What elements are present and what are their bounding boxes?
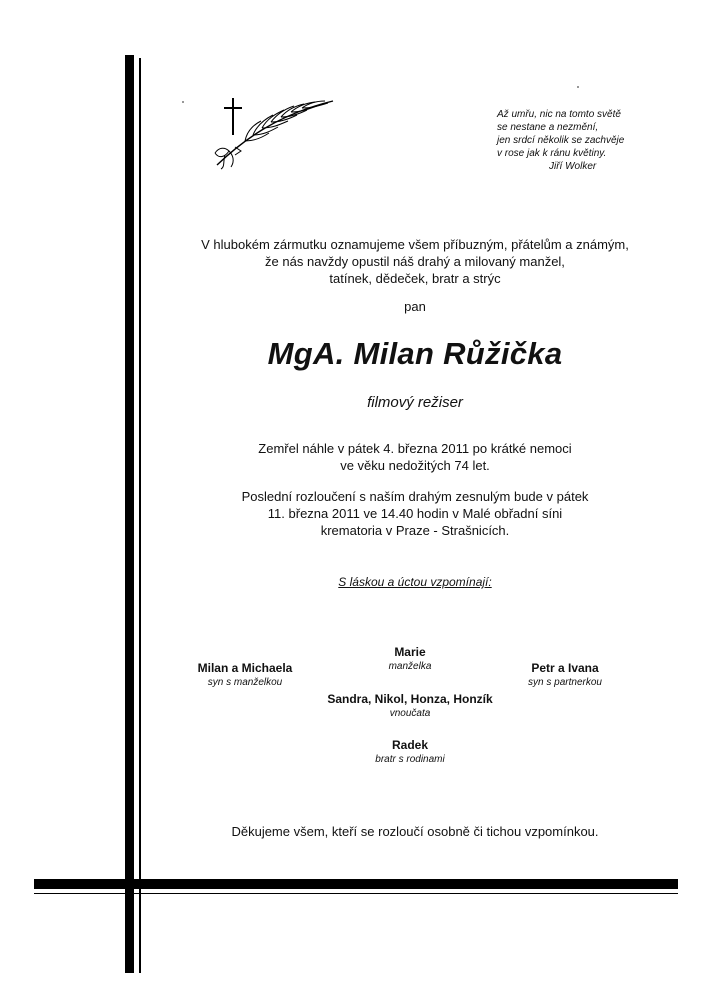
mourner-radek	[310, 737, 510, 767]
thanks-text: Děkujeme všem, kteří se rozloučí osobně či tichou vzpomínkou.	[231, 824, 599, 839]
mourner-relation: syn s manželkou	[207, 677, 283, 688]
poem-line: v rose jak k ránu květiny.	[497, 148, 607, 159]
poem-quote	[497, 108, 697, 173]
mourner-relation: vnoučata	[389, 708, 431, 719]
mourner-name: Marie	[394, 645, 426, 659]
scan-speck	[182, 101, 184, 103]
mourner-grandchildren	[290, 691, 530, 721]
death-details-line: Zemřel náhle v pátek 4. března 2011 po krátké nemoci	[258, 441, 572, 456]
mourner-name: Sandra, Nikol, Honza, Honzík	[327, 692, 493, 706]
mourner-petr-ivana	[510, 660, 620, 690]
poem-line: se nestane a nezmění,	[497, 122, 599, 133]
mourner-name: Radek	[391, 738, 429, 752]
funeral-details-line: krematoria v Praze - Strašnicích.	[320, 523, 510, 538]
poem-author: Jiří Wolker	[549, 161, 597, 172]
mourner-relation: manželka	[388, 661, 432, 672]
deceased-name: MgA. Milan Růžička	[267, 336, 563, 371]
cross-with-palm-branch-icon	[205, 95, 340, 175]
poem-line: jen srdcí několik se zachvěje	[497, 135, 625, 146]
mourner-marie	[310, 644, 510, 674]
remembrance-heading: S láskou a úctou vzpomínají:	[338, 575, 492, 589]
deceased-profession: filmový režiser	[367, 394, 463, 411]
funeral-details-line: 11. března 2011 ve 14.40 hodin v Malé obřadní síni	[267, 506, 563, 521]
title-pan: pan	[404, 299, 426, 314]
announcement-line: V hlubokém zármutku oznamujeme všem příbuzným, přátelům a známým,	[201, 237, 629, 252]
mourner-name: Milan a Michaela	[197, 661, 293, 675]
mourner-milan-michaela	[185, 660, 305, 690]
announcement-line: že nás navždy opustil náš drahý a milovaný manžel,	[265, 254, 565, 269]
death-details-line: ve věku nedožitých 74 let.	[340, 458, 490, 473]
mourning-frame-horizontal-thick	[34, 879, 678, 889]
death-details	[150, 440, 680, 474]
poem-line: Až umřu, nic na tomto světě	[497, 109, 621, 120]
mourner-relation: bratr s rodinami	[375, 754, 445, 765]
scan-speck	[577, 86, 579, 88]
funeral-details	[150, 488, 680, 539]
funeral-details-line: Poslední rozloučení s naším drahým zesnulým bude v pátek	[241, 489, 589, 504]
mourning-frame-vertical-thin	[139, 58, 141, 973]
mourning-frame-vertical-thick	[125, 55, 134, 973]
announcement-text	[150, 236, 680, 287]
announcement-line: tatínek, dědeček, bratr a strýc	[329, 271, 501, 286]
mourning-frame-horizontal-thin	[34, 893, 678, 894]
mourner-relation: syn s partnerkou	[528, 677, 602, 688]
mourner-name: Petr a Ivana	[531, 661, 599, 675]
emblem-drawing	[205, 95, 340, 170]
